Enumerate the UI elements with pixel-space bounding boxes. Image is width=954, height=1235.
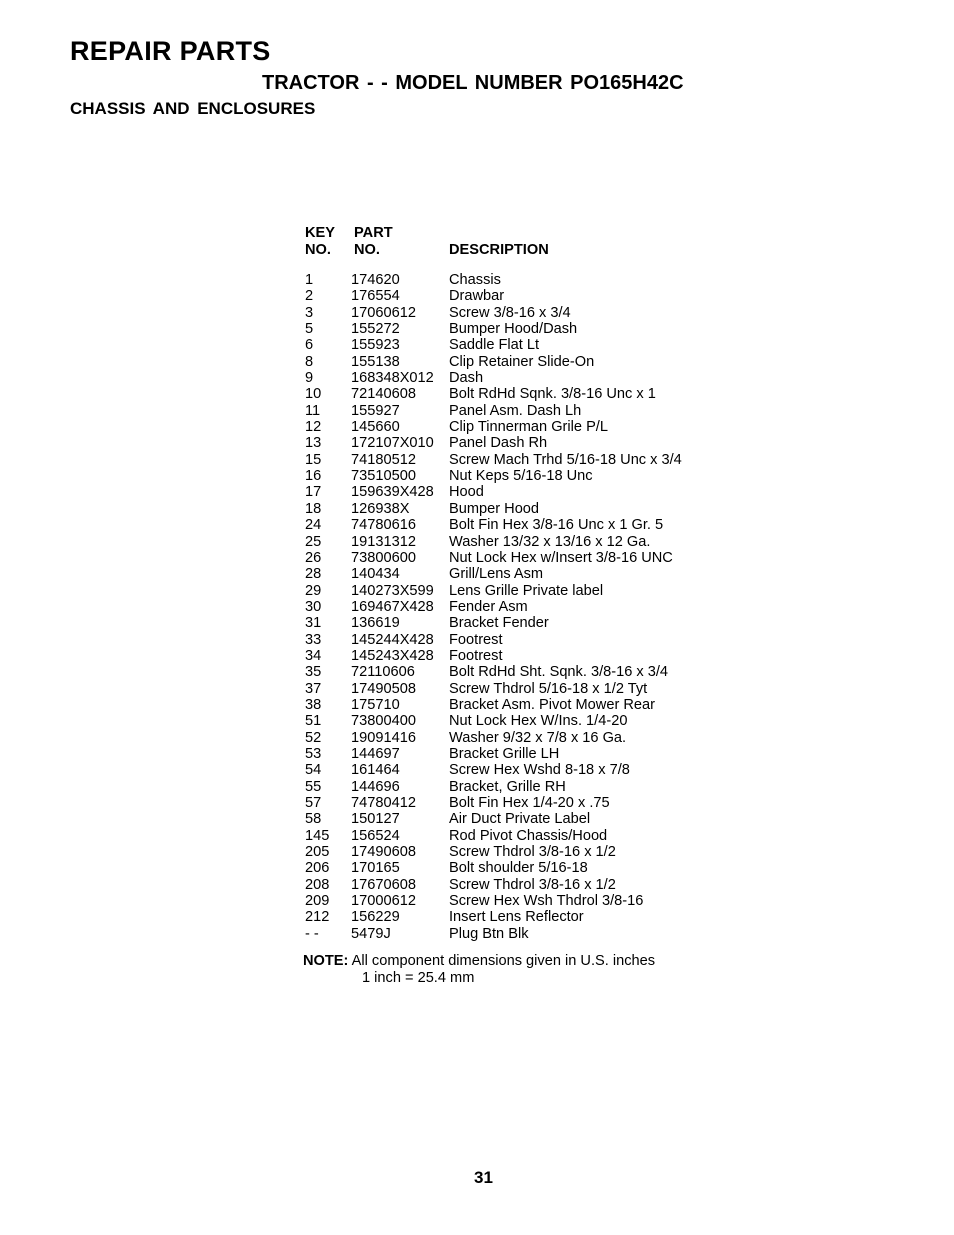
- key-number: 28: [305, 566, 322, 583]
- key-number: 57: [305, 795, 322, 811]
- part-number: 17670608: [351, 876, 416, 893]
- key-header-line2: NO.: [305, 242, 331, 258]
- key-number: 11: [305, 402, 321, 419]
- part-description: Air Duct Private Label: [449, 811, 591, 828]
- part-description: Clip Tinnerman Grile P/L: [449, 419, 608, 436]
- part-number: 72140608: [351, 386, 416, 403]
- part-number: 74180512: [351, 451, 416, 468]
- part-number: 169467X428: [351, 598, 434, 615]
- key-number: 58: [305, 811, 322, 828]
- part-number: 155138: [351, 353, 400, 370]
- part-description: Panel Dash Rh: [449, 435, 548, 452]
- part-number: 145244X428: [351, 631, 434, 648]
- description-header: DESCRIPTION: [449, 242, 549, 258]
- key-number: 37: [305, 680, 322, 697]
- part-description: Hood: [449, 484, 484, 501]
- part-header-line2: NO.: [354, 242, 380, 258]
- part-number: 140273X599: [351, 582, 434, 599]
- part-description: Rod Pivot Chassis/Hood: [449, 827, 608, 844]
- part-header-line1: PART: [354, 225, 393, 241]
- part-number: 170165: [351, 860, 400, 877]
- part-description: Saddle Flat Lt: [449, 337, 540, 354]
- part-description: Screw Thdrol 3/8-16 x 1/2: [449, 844, 616, 861]
- part-number: 176554: [351, 288, 400, 305]
- key-number: 55: [305, 778, 322, 795]
- part-number: 144697: [351, 745, 400, 762]
- part-number: 144696: [351, 778, 400, 795]
- model-subtitle: TRACTOR - - MODEL NUMBER PO165H42C: [262, 72, 684, 94]
- part-description: Footrest: [449, 647, 503, 664]
- key-number: 53: [305, 745, 322, 762]
- key-number: 13: [305, 435, 322, 452]
- part-number: 73800600: [351, 549, 416, 566]
- part-description: Nut Lock Hex W/Ins. 1/4-20: [449, 713, 628, 730]
- key-number: 1: [305, 272, 314, 288]
- key-header-line1: KEY: [305, 225, 336, 241]
- part-number: 155923: [351, 337, 400, 354]
- part-number: 150127: [351, 811, 400, 828]
- part-number: 159639X428: [351, 484, 434, 501]
- part-description: Bumper Hood: [449, 500, 540, 517]
- part-number: 126938X: [351, 500, 410, 517]
- key-number: 206: [305, 860, 330, 877]
- part-number: 73510500: [351, 468, 416, 485]
- part-description: Screw Thdrol 3/8-16 x 1/2: [449, 876, 616, 893]
- part-description: Bracket, Grille RH: [449, 778, 566, 795]
- note-label: NOTE:: [303, 953, 349, 969]
- key-number: 26: [305, 549, 322, 566]
- part-number: 17490608: [351, 844, 416, 861]
- key-number: 25: [305, 533, 322, 550]
- part-description: Drawbar: [449, 288, 505, 305]
- part-number: 156524: [351, 827, 400, 844]
- part-description: Nut Lock Hex w/Insert 3/8-16 UNC: [449, 549, 673, 566]
- key-number: 145: [305, 827, 330, 844]
- key-number: 24: [305, 517, 322, 534]
- part-description: Bolt shoulder 5/16-18: [449, 860, 588, 877]
- key-number: 54: [305, 762, 322, 779]
- part-description: Nut Keps 5/16-18 Unc: [449, 468, 593, 485]
- part-number: 72110606: [351, 664, 415, 681]
- part-number: 145660: [351, 419, 400, 436]
- key-number: 35: [305, 664, 322, 681]
- part-description: Bumper Hood/Dash: [449, 321, 578, 338]
- key-number: - -: [305, 925, 319, 942]
- part-description: Bolt Fin Hex 3/8-16 Unc x 1 Gr. 5: [449, 517, 664, 534]
- key-number: 31: [305, 615, 322, 632]
- part-description: Screw Hex Wshd 8-18 x 7/8: [449, 762, 630, 779]
- part-description: Bolt RdHd Sht. Sqnk. 3/8-16 x 3/4: [449, 664, 669, 681]
- key-number: 212: [305, 909, 330, 926]
- key-number: 9: [305, 370, 314, 387]
- part-description: Washer 13/32 x 13/16 x 12 Ga.: [449, 533, 651, 550]
- section-heading: CHASSIS AND ENCLOSURES: [70, 99, 316, 118]
- key-number: 2: [305, 288, 314, 305]
- key-number: 29: [305, 582, 322, 599]
- part-number: 17490508: [351, 680, 416, 697]
- part-number: 155272: [351, 321, 400, 338]
- key-number: 30: [305, 598, 322, 615]
- key-number: 5: [305, 321, 314, 338]
- key-number: 18: [305, 500, 322, 517]
- part-number: 161464: [351, 762, 400, 779]
- part-number: 74780616: [351, 517, 416, 534]
- part-description: Footrest: [449, 631, 503, 648]
- part-number: 136619: [351, 615, 400, 632]
- part-number: 19131312: [351, 533, 416, 550]
- part-number: 5479J: [351, 925, 391, 942]
- part-description: Bolt Fin Hex 1/4-20 x .75: [449, 795, 610, 811]
- key-number: 34: [305, 647, 322, 664]
- part-description: Chassis: [449, 272, 501, 288]
- dimension-note: [303, 953, 655, 986]
- key-number: 33: [305, 631, 322, 648]
- part-number: 19091416: [351, 729, 416, 746]
- part-number: 155927: [351, 402, 400, 419]
- part-description: Fender Asm: [449, 598, 528, 615]
- part-number: 140434: [351, 566, 400, 583]
- part-description: Clip Retainer Slide-On: [449, 353, 595, 370]
- part-number: 17060612: [351, 304, 416, 321]
- key-number: 16: [305, 468, 322, 485]
- page-title: REPAIR PARTS: [70, 36, 271, 66]
- part-number: 172107X010: [351, 435, 434, 452]
- part-description: Washer 9/32 x 7/8 x 16 Ga.: [449, 729, 627, 746]
- key-number: 208: [305, 876, 330, 893]
- part-description: Bracket Asm. Pivot Mower Rear: [449, 696, 655, 713]
- part-description: Panel Asm. Dash Lh: [449, 402, 582, 419]
- part-number: 175710: [351, 696, 400, 713]
- part-description: Bracket Grille LH: [449, 745, 560, 762]
- part-description: Insert Lens Reflector: [449, 909, 584, 926]
- key-number: 51: [305, 713, 322, 730]
- part-number: 145243X428: [351, 647, 434, 664]
- note-line2: 1 inch = 25.4 mm: [362, 969, 475, 986]
- part-number: 17000612: [351, 893, 416, 910]
- key-number: 209: [305, 893, 330, 910]
- key-number: 6: [305, 337, 314, 354]
- part-description: Screw 3/8-16 x 3/4: [449, 304, 571, 321]
- part-description: Bracket Fender: [449, 615, 549, 632]
- key-number: 38: [305, 696, 322, 713]
- key-number: 10: [305, 386, 322, 403]
- part-description: Screw Hex Wsh Thdrol 3/8-16: [449, 893, 644, 910]
- key-number: 3: [305, 304, 314, 321]
- part-description: Dash: [449, 370, 484, 387]
- part-description: Grill/Lens Asm: [449, 566, 544, 583]
- page-number: 31: [474, 1168, 493, 1187]
- part-description: Screw Mach Trhd 5/16-18 Unc x 3/4: [449, 451, 682, 468]
- key-number: 17: [305, 484, 322, 501]
- part-description: Lens Grille Private label: [449, 582, 604, 599]
- note-line1: All component dimensions given in U.S. inches: [351, 953, 656, 969]
- key-number: 52: [305, 729, 322, 746]
- part-number: 73800400: [351, 713, 416, 730]
- part-description: Bolt RdHd Sqnk. 3/8-16 Unc x 1: [449, 386, 656, 403]
- part-description: Plug Btn Blk: [449, 925, 529, 942]
- part-number: 168348X012: [351, 370, 434, 387]
- key-number: 205: [305, 844, 330, 861]
- key-number: 15: [305, 451, 322, 468]
- key-number: 8: [305, 353, 314, 370]
- part-number: 156229: [351, 909, 400, 926]
- part-description: Screw Thdrol 5/16-18 x 1/2 Tyt: [449, 680, 648, 697]
- part-number: 74780412: [351, 795, 416, 811]
- key-number: 12: [305, 419, 322, 436]
- part-number: 174620: [351, 272, 400, 288]
